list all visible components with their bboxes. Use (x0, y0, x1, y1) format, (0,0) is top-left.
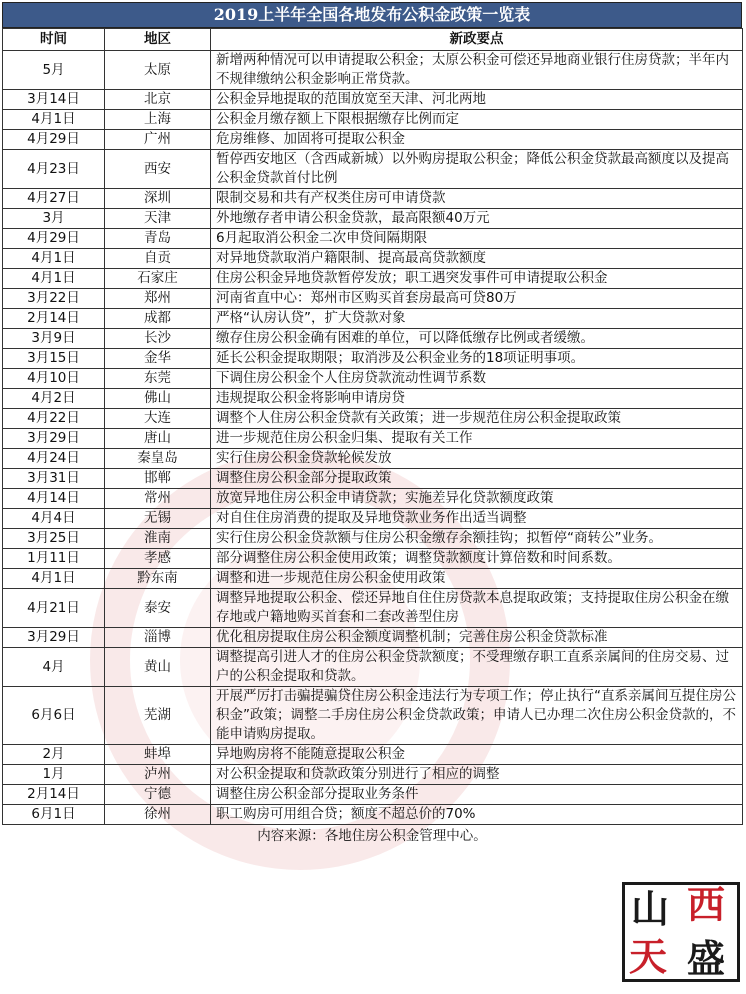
cell-time: 1月11日 (3, 549, 105, 569)
cell-time: 1月 (3, 765, 105, 785)
table-title: 2019上半年全国各地发布公积金政策一览表 (2, 2, 742, 28)
table-row (3, 369, 743, 389)
table-row (3, 209, 743, 229)
cell-time: 3月15日 (3, 349, 105, 369)
cell-time: 3月25日 (3, 529, 105, 549)
cell-time: 4月22日 (3, 409, 105, 429)
table-row (3, 409, 743, 429)
seal-char-4: 盛 (687, 936, 726, 981)
table-row (3, 130, 743, 150)
cell-region: 淄博 (105, 628, 211, 648)
cell-time: 6月1日 (3, 805, 105, 825)
table-body (3, 51, 743, 825)
cell-policy: 调整提高引进人才的住房公积金贷款额度；不受理缴存职工直系亲属间的住房交易、过户的公积金提取和贷款。 (211, 648, 743, 687)
table-row (3, 765, 743, 785)
cell-time: 4月24日 (3, 449, 105, 469)
cell-region: 黄山 (105, 648, 211, 687)
cell-time: 4月23日 (3, 150, 105, 189)
cell-policy: 住房公积金异地贷款暂停发放；职工遇突发事件可申请提取公积金 (211, 269, 743, 289)
cell-region: 上海 (105, 110, 211, 130)
cell-policy: 实行住房公积金贷款轮候发放 (211, 449, 743, 469)
cell-time: 3月 (3, 209, 105, 229)
cell-policy: 优化租房提取住房公积金额度调整机制；完善住房公积金贷款标准 (211, 628, 743, 648)
cell-region: 自贡 (105, 249, 211, 269)
cell-region: 金华 (105, 349, 211, 369)
cell-region: 长沙 (105, 329, 211, 349)
cell-time: 4月1日 (3, 110, 105, 130)
cell-policy: 6月起取消公积金二次申贷间隔期限 (211, 229, 743, 249)
cell-policy: 调整异地提取公积金、偿还异地自住住房贷款本息提取政策；支持提取住房公积金在缴存地或户籍地购买首套和二套改善型住房 (211, 589, 743, 628)
cell-time: 4月1日 (3, 569, 105, 589)
cell-time: 3月29日 (3, 628, 105, 648)
cell-region: 石家庄 (105, 269, 211, 289)
cell-time: 4月1日 (3, 249, 105, 269)
cell-policy: 暂停西安地区（含西咸新城）以外购房提取公积金；降低公积金贷款最高额度以及提高公积金贷款首付比例 (211, 150, 743, 189)
table-row (3, 349, 743, 369)
header-row (3, 29, 743, 51)
table-row (3, 509, 743, 529)
cell-policy: 对公积金提取和贷款政策分别进行了相应的调整 (211, 765, 743, 785)
cell-time: 2月 (3, 745, 105, 765)
cell-region: 徐州 (105, 805, 211, 825)
cell-policy: 新增两种情况可以申请提取公积金；太原公积金可偿还异地商业银行住房贷款；半年内不规律缴纳公积金影响正常贷款。 (211, 51, 743, 90)
cell-time: 4月4日 (3, 509, 105, 529)
cell-region: 常州 (105, 489, 211, 509)
cell-time: 3月31日 (3, 469, 105, 489)
cell-time: 4月10日 (3, 369, 105, 389)
cell-time: 4月29日 (3, 229, 105, 249)
table-row (3, 529, 743, 549)
seal-char-3: 天 (629, 934, 668, 979)
cell-region: 孝感 (105, 549, 211, 569)
cell-time: 4月29日 (3, 130, 105, 150)
cell-policy: 外地缴存者申请公积金贷款，最高限额40万元 (211, 209, 743, 229)
cell-region: 无锡 (105, 509, 211, 529)
cell-policy: 调整个人住房公积金贷款有关政策；进一步规范住房公积金提取政策 (211, 409, 743, 429)
cell-time: 4月1日 (3, 269, 105, 289)
table-row (3, 249, 743, 269)
table-row (3, 745, 743, 765)
cell-policy: 公积金月缴存额上下限根据缴存比例而定 (211, 110, 743, 130)
cell-region: 天津 (105, 209, 211, 229)
cell-policy: 公积金异地提取的范围放宽至天津、河北两地 (211, 90, 743, 110)
table-row (3, 309, 743, 329)
cell-policy: 进一步规范住房公积金归集、提取有关工作 (211, 429, 743, 449)
seal-stamp (622, 882, 740, 982)
cell-region: 淮南 (105, 529, 211, 549)
cell-region: 成都 (105, 309, 211, 329)
table-row (3, 628, 743, 648)
table-row (3, 805, 743, 825)
table-row (3, 150, 743, 189)
cell-region: 秦皇岛 (105, 449, 211, 469)
table-row (3, 589, 743, 628)
cell-policy: 限制交易和共有产权类住房可申请贷款 (211, 189, 743, 209)
cell-region: 深圳 (105, 189, 211, 209)
cell-region: 泰安 (105, 589, 211, 628)
table-row (3, 269, 743, 289)
cell-policy: 严格“认房认贷”，扩大贷款对象 (211, 309, 743, 329)
cell-time: 2月14日 (3, 785, 105, 805)
table-row (3, 449, 743, 469)
cell-time: 2月14日 (3, 309, 105, 329)
cell-region: 蚌埠 (105, 745, 211, 765)
cell-policy: 延长公积金提取期限；取消涉及公积金业务的18项证明事项。 (211, 349, 743, 369)
cell-policy: 调整住房公积金部分提取业务条件 (211, 785, 743, 805)
table-row (3, 51, 743, 90)
cell-policy: 缴存住房公积金确有困难的单位，可以降低缴存比例或者缓缴。 (211, 329, 743, 349)
cell-region: 西安 (105, 150, 211, 189)
cell-region: 广州 (105, 130, 211, 150)
cell-region: 黔东南 (105, 569, 211, 589)
cell-policy: 对自住住房消费的提取及异地贷款业务作出适当调整 (211, 509, 743, 529)
table-row (3, 189, 743, 209)
table-row (3, 90, 743, 110)
cell-policy: 异地购房将不能随意提取公积金 (211, 745, 743, 765)
header-region: 地区 (105, 29, 211, 51)
cell-time: 3月14日 (3, 90, 105, 110)
cell-time: 6月6日 (3, 687, 105, 745)
table-row (3, 489, 743, 509)
cell-region: 北京 (105, 90, 211, 110)
table-row (3, 569, 743, 589)
cell-policy: 调整和进一步规范住房公积金使用政策 (211, 569, 743, 589)
cell-region: 佛山 (105, 389, 211, 409)
cell-policy: 河南省直中心：郑州市区购买首套房最高可贷80万 (211, 289, 743, 309)
table-row (3, 229, 743, 249)
header-policy: 新政要点 (211, 29, 743, 51)
cell-time: 4月14日 (3, 489, 105, 509)
cell-region: 邯郸 (105, 469, 211, 489)
table-row (3, 469, 743, 489)
policy-table (2, 28, 743, 825)
table-row (3, 110, 743, 130)
cell-time: 3月22日 (3, 289, 105, 309)
cell-policy: 开展严厉打击骗提骗贷住房公积金违法行为专项工作；停止执行“直系亲属间互提住房公积金”政策；调整二手房住房公积金贷款政策；申请人已办理二次住房公积金贷款的，不能申请购房提取。 (211, 687, 743, 745)
cell-region: 大连 (105, 409, 211, 429)
table-row (3, 785, 743, 805)
cell-time: 3月29日 (3, 429, 105, 449)
header-time: 时间 (3, 29, 105, 51)
cell-policy: 下调住房公积金个人住房贷款流动性调节系数 (211, 369, 743, 389)
table-row (3, 389, 743, 409)
cell-region: 宁德 (105, 785, 211, 805)
cell-region: 东莞 (105, 369, 211, 389)
cell-time: 4月21日 (3, 589, 105, 628)
table-row (3, 289, 743, 309)
cell-policy: 调整住房公积金部分提取政策 (211, 469, 743, 489)
cell-policy: 部分调整住房公积金使用政策；调整贷款额度计算倍数和时间系数。 (211, 549, 743, 569)
cell-region: 唐山 (105, 429, 211, 449)
cell-region: 太原 (105, 51, 211, 90)
cell-time: 4月2日 (3, 389, 105, 409)
cell-region: 泸州 (105, 765, 211, 785)
cell-time: 3月9日 (3, 329, 105, 349)
cell-policy: 对异地贷款取消户籍限制、提高最高贷款额度 (211, 249, 743, 269)
cell-policy: 实行住房公积金贷款额与住房公积金缴存余额挂钩；拟暂停“商转公”业务。 (211, 529, 743, 549)
cell-time: 4月 (3, 648, 105, 687)
table-row (3, 687, 743, 745)
cell-policy: 放宽异地住房公积金申请贷款；实施差异化贷款额度政策 (211, 489, 743, 509)
cell-region: 青岛 (105, 229, 211, 249)
seal-char-2: 西 (687, 882, 726, 927)
table-row (3, 549, 743, 569)
table-row (3, 429, 743, 449)
cell-region: 芜湖 (105, 687, 211, 745)
cell-policy: 职工购房可用组合贷；额度不超总价的70% (211, 805, 743, 825)
cell-policy: 违规提取公积金将影响申请房贷 (211, 389, 743, 409)
source-note: 内容来源：各地住房公积金管理中心。 (257, 828, 487, 844)
cell-policy: 危房维修、加固将可提取公积金 (211, 130, 743, 150)
policy-table-container (2, 2, 742, 847)
table-row (3, 329, 743, 349)
seal-char-1: 山 (631, 886, 670, 931)
table-row (3, 648, 743, 687)
cell-region: 郑州 (105, 289, 211, 309)
cell-time: 4月27日 (3, 189, 105, 209)
cell-time: 5月 (3, 51, 105, 90)
